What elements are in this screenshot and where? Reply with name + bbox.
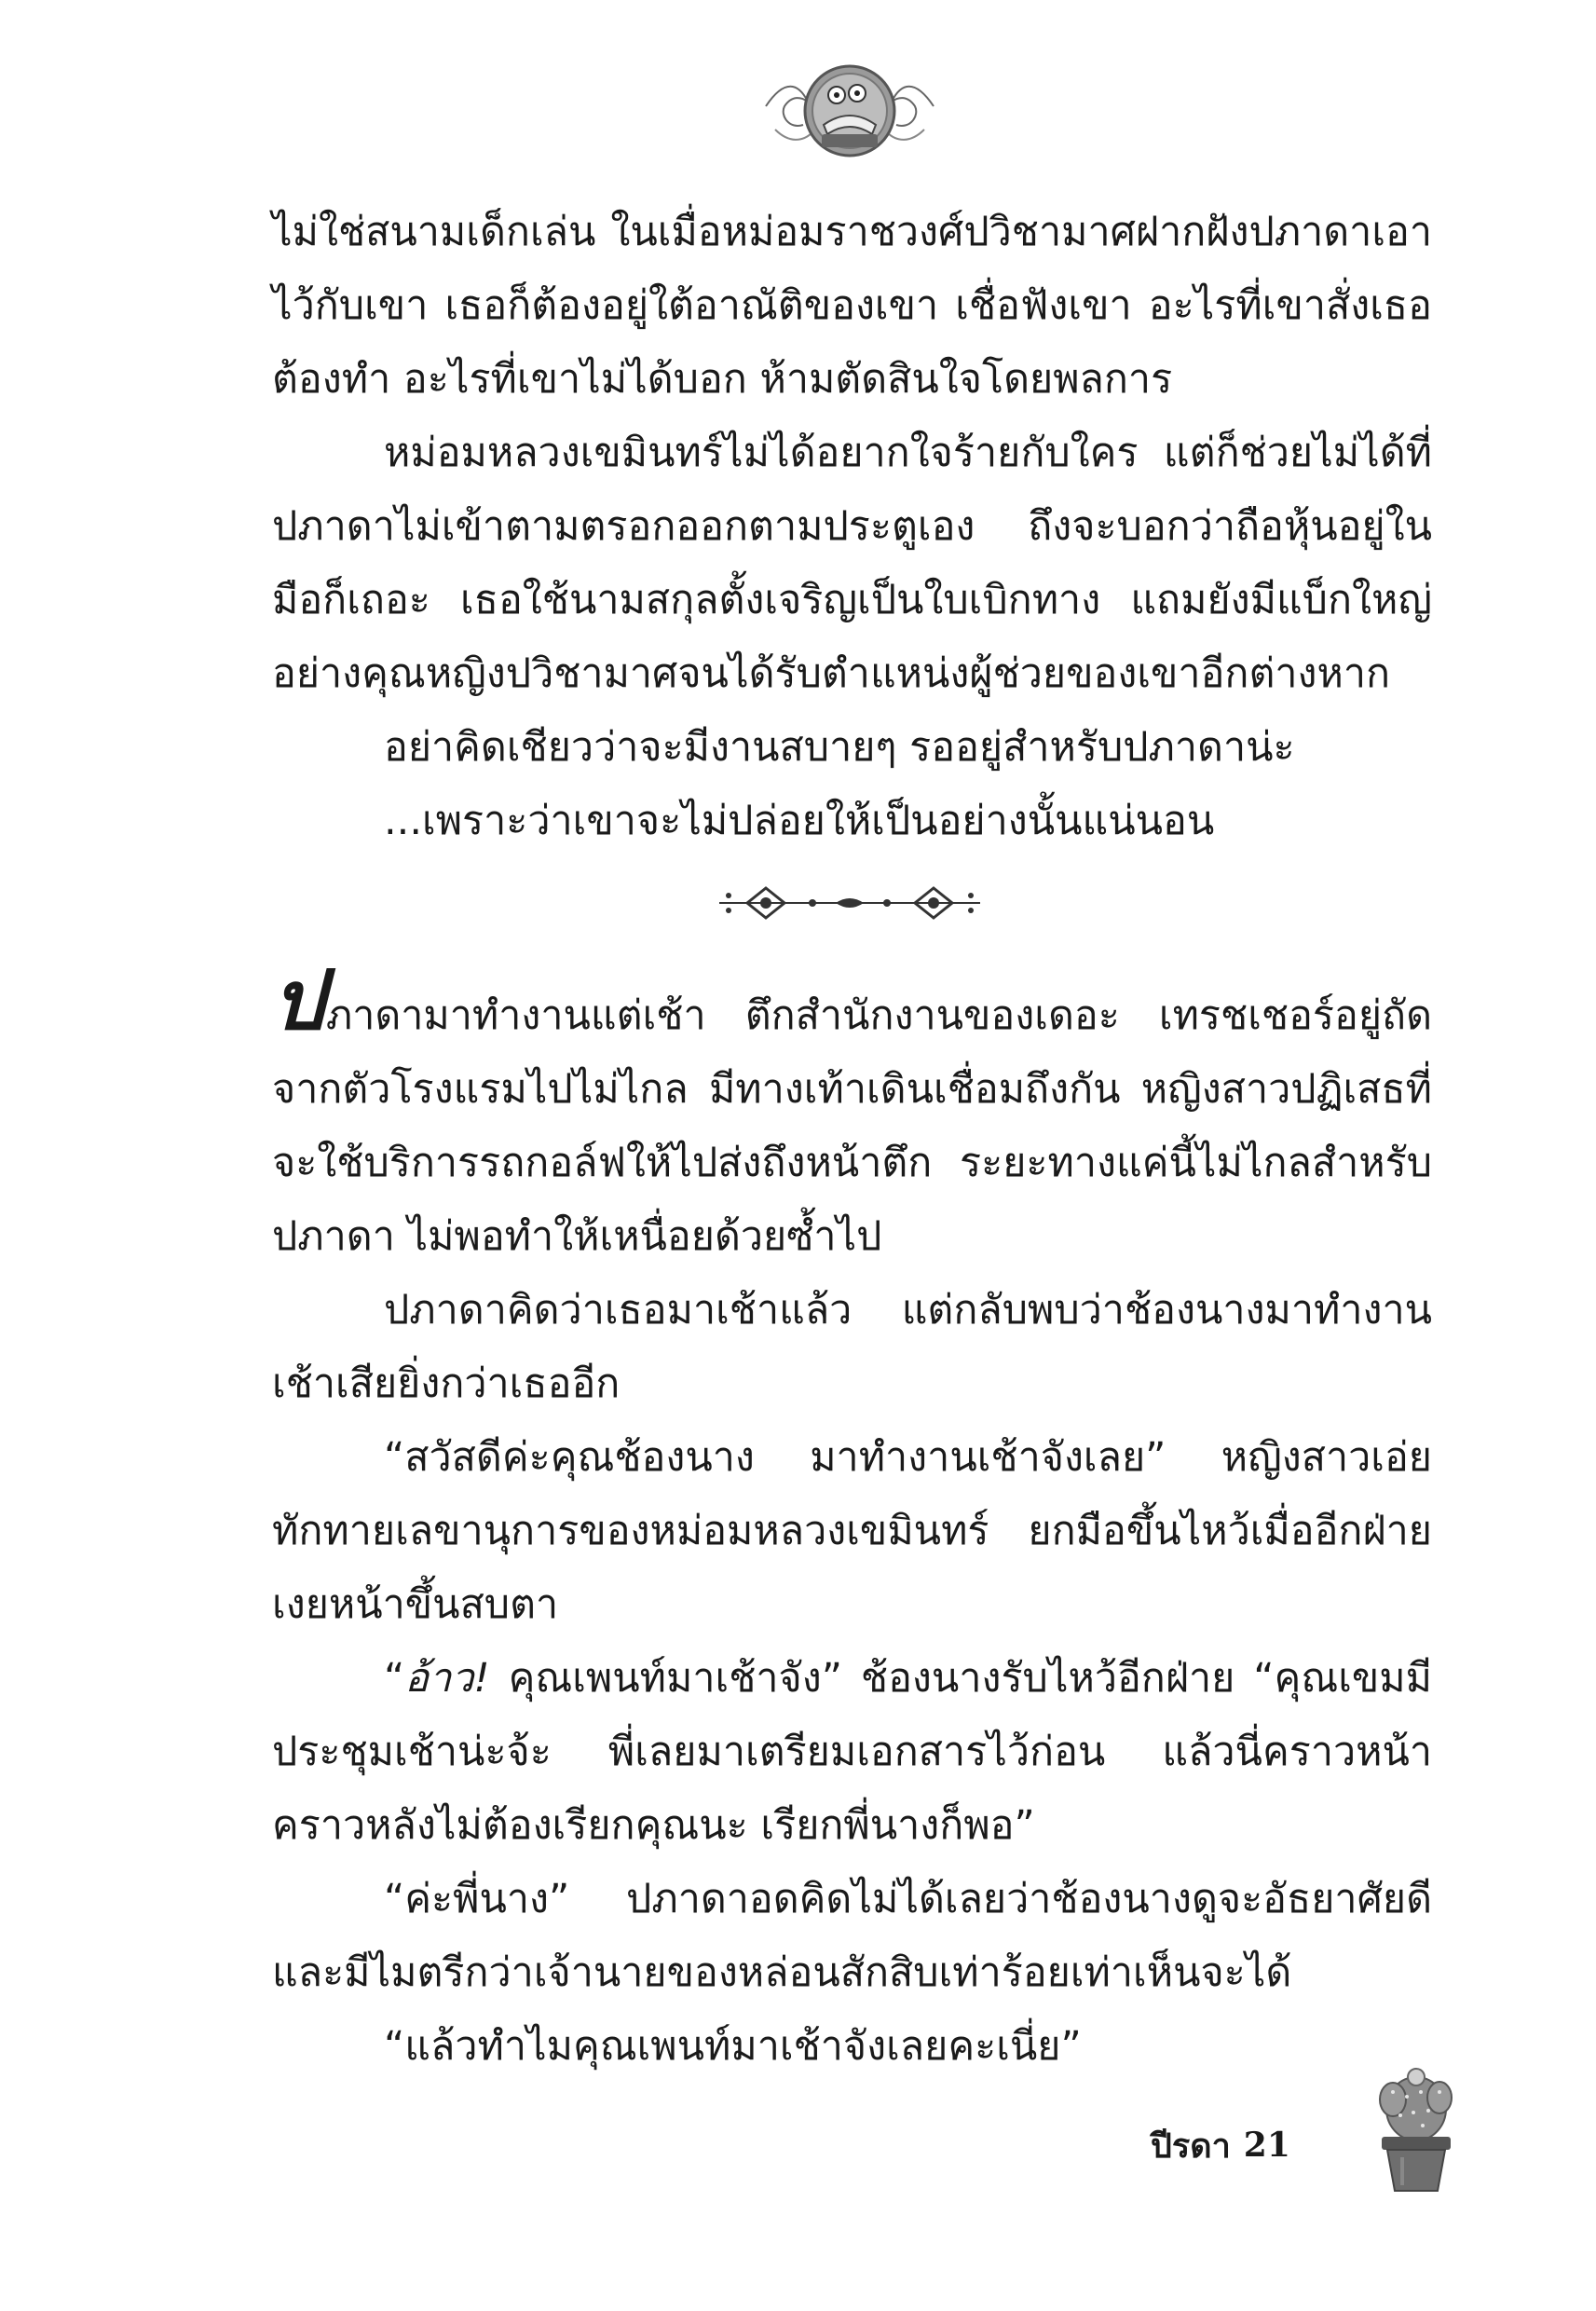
cactus-pot-icon	[1365, 2064, 1467, 2195]
paragraph-2: หม่อมหลวงเขมินทร์ไม่ได้อยากใจร้ายกับใคร แต่ก็ช่วยไม่ได้ที่ปภาดาไม่เข้าตามตรอกออกตามประตูเอง ถึงจะบอกว่าถือหุ้นอยู่ในมือก็เถอะ เธอใช้นามสกุลตั้งเจริญเป็นใบเบิกทาง แถมยังมีแบ็กใหญ่อย่างคุณหญิงปวิชามาศจนได้รับตำแหน่งผู้ช่วยของเขาอีกต่างหาก	[272, 430, 1432, 697]
ornament-divider-icon	[682, 875, 1017, 931]
open-quote: “	[384, 1655, 405, 1702]
paragraph-1: ไม่ใช่สนามเด็กเล่น ในเมื่อหม่อมราชวงศ์ปวิชามาศฝากฝังปภาดาเอาไว้กับเขา เธอก็ต้องอยู่ใต้อาณัติของเขา เชื่อฟังเขา อะไรที่เขาสั่งเธอต้องทำ อะไรที่เขาไม่ได้บอก ห้ามตัดสินใจโดยพลการ	[272, 209, 1432, 403]
paragraph-5	[272, 952, 1432, 1274]
drop-cap-letter: ป	[272, 952, 324, 1048]
paragraph-5-text: ภาดามาทำงานแต่เช้า ตึกสำนักงานของเดอะ เทรชเชอร์อยู่ถัดจากตัวโรงแรมไปไม่ไกล มีทางเท้าเดินเชื่อมถึงกัน หญิงสาวปฏิเสธที่จะใช้บริการรถกอล์ฟให้ไปส่งถึงหน้าตึก ระยะทางแค่นี้ไม่ไกลสำหรับปภาดา ไม่พอทำให้เหนื่อยด้วยซ้ำไป	[272, 992, 1432, 1260]
paragraph-8-text: คุณเพนท์มาเช้าจัง” ช้องนางรับไหว้อีกฝ่าย “คุณเขมมีประชุมเช้าน่ะจ้ะ พี่เลยมาเตรียมเอกสารไว้ก่อน แล้วนี่คราวหน้าคราวหลังไม่ต้องเรียกคุณนะ เรียกพี่นางก็พอ”	[272, 1655, 1432, 1849]
page-number: 21	[1243, 2126, 1290, 2165]
italic-exclamation: อ้าว!	[404, 1655, 490, 1702]
paragraph-10: “แล้วทำไมคุณเพนท์มาเช้าจังเลยคะเนี่ย”	[384, 2023, 1082, 2070]
body-text	[272, 196, 1432, 2084]
publisher-logo-icon	[757, 41, 943, 181]
paragraph-4: ...เพราะว่าเขาจะไม่ปล่อยให้เป็นอย่างนั้นแน่นอน	[384, 798, 1215, 844]
paragraph-7: “สวัสดีค่ะคุณช้องนาง มาทำงานเช้าจังเลย” หญิงสาวเอ่ยทักทายเลขานุการของหม่อมหลวงเขมินทร์ ยกมือขึ้นไหว้เมื่ออีกฝ่ายเงยหน้าขึ้นสบตา	[272, 1434, 1432, 1628]
section-divider	[272, 858, 1432, 968]
author-name: ปีรดา	[1151, 2126, 1231, 2166]
paragraph-8	[272, 1642, 1432, 1863]
paragraph-6: ปภาดาคิดว่าเธอมาเช้าแล้ว แต่กลับพบว่าช้องนางมาทำงานเช้าเสียยิ่งกว่าเธออีก	[272, 1287, 1432, 1407]
paragraph-3: อย่าคิดเชียวว่าจะมีงานสบายๆ รออยู่สำหรับปภาดาน่ะ	[384, 724, 1295, 771]
page-footer	[1151, 2108, 1290, 2182]
paragraph-9: “ค่ะพี่นาง” ปภาดาอดคิดไม่ได้เลยว่าช้องนางดูจะอัธยาศัยดีและมีไมตรีกว่าเจ้านายของหล่อนสักสิบเท่าร้อยเท่าเห็นจะได้	[272, 1876, 1432, 1996]
